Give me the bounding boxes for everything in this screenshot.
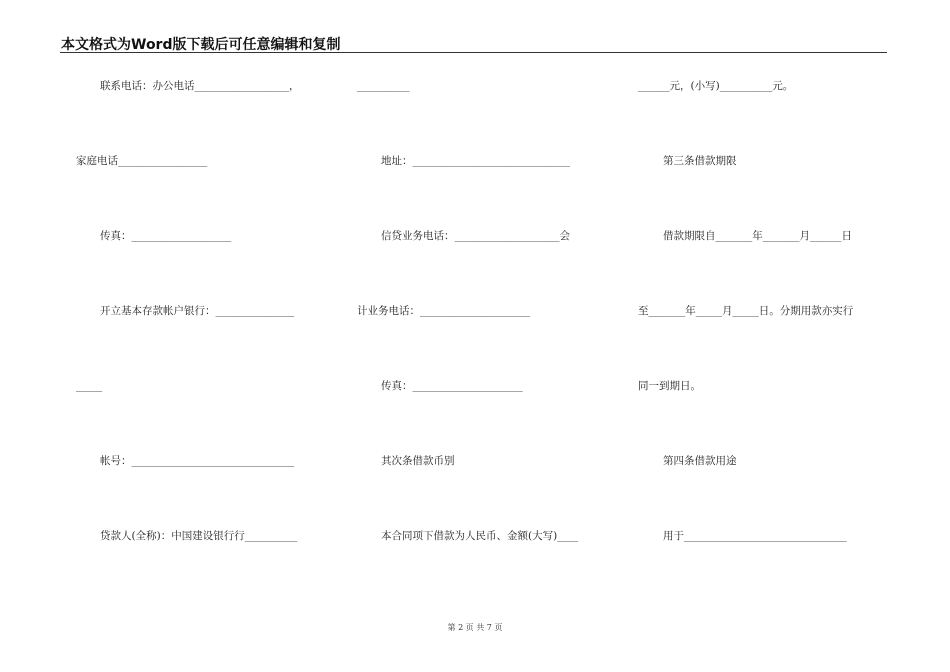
right-line-term-start: 借款期限自_______年_______月______日 [663,230,852,242]
page-header-title: 本文格式为Word版下载后可任意编辑和复制 [61,37,341,53]
middle-line-fax: 传真：_____________________ [381,380,523,392]
right-line-article-three: 第三条借款期限 [663,155,737,167]
left-line-account: 帐号：_______________________________ [100,455,295,467]
right-line-amount-small: ______元，(小写)__________元。 [638,80,794,92]
middle-line-accounting: 计业务电话：_____________________ [357,305,531,317]
middle-line-article-two: 其次条借款币别 [381,455,455,467]
header-rule [60,52,887,53]
middle-line-blank: __________ [357,80,410,92]
left-line-bank-cont: _____ [76,380,103,392]
left-line-bank: 开立基本存款帐户银行：_______________ [100,305,295,317]
right-line-purpose: 用于_______________________________ [663,530,847,542]
left-line-lender: 贷款人(全称)：中国建设银行行__________ [100,530,298,542]
middle-line-address: 地址：______________________________ [381,155,570,167]
right-line-article-four: 第四条借款用途 [663,455,737,467]
left-line-fax: 传真：___________________ [100,230,232,242]
right-line-due-date: 同一到期日。 [638,380,701,392]
left-line-home-phone: 家庭电话_________________ [76,155,208,167]
page-number-footer: 第 2 页 共 7 页 [447,623,503,632]
left-line-contact-phone: 联系电话：办公电话__________________， [100,80,300,92]
right-line-term-end: 至_______年_____月_____日。分期用款亦实行 [638,305,854,317]
middle-line-amount: 本合同项下借款为人民币、金额(大写)____ [381,530,579,542]
middle-line-credit-phone: 信贷业务电话：____________________会 [381,230,570,242]
